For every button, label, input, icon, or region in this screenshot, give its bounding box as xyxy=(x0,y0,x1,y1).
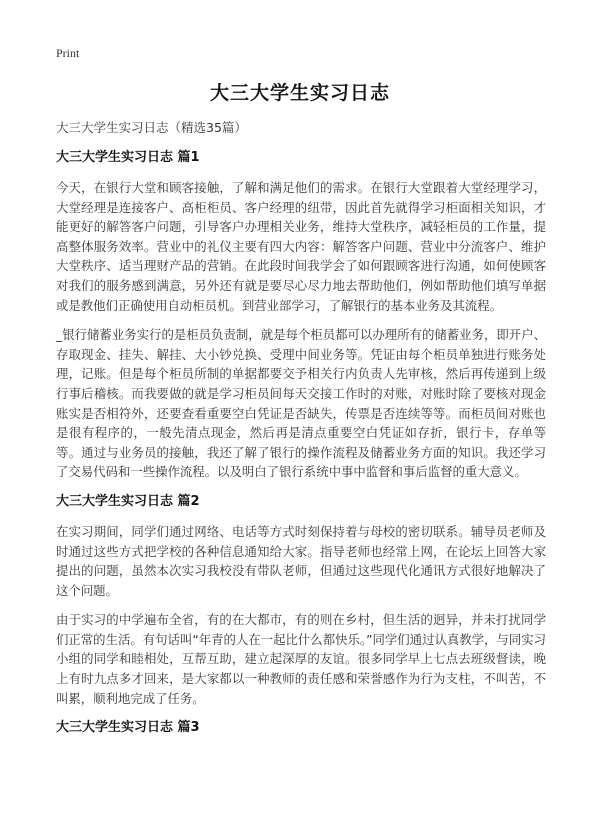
section-heading: 大三大学生实习日志 篇1 xyxy=(56,150,200,165)
print-link[interactable]: Print xyxy=(56,46,80,60)
document-body xyxy=(56,118,546,748)
paragraph: 在实习期间，同学们通过网络、电话等方式时刻保持着与母校的密切联系。辅导员老师及时通过这些方式把学校的各种信息通知给大家。指导老师也经常上网，在论坛上回答大家提出的问题，虽然本次实习我校没有带队老师，但通过这些现代化通讯方式很好地解决了这个问题。 xyxy=(56,523,546,598)
paragraph: _银行储蓄业务实行的是柜员负责制，就是每个柜员都可以办理所有的储蓄业务，即开户、存取现金、挂失、解挂、大小钞兑换、受理中间业务等。凭证由每个柜员单独进行账务处理，记账。但是每个柜员所制的单据都要交予相关行内负责人先审核，然后再传递到上级行事后稽核。而我要做的就是学习柜员间每天交接工作时的对账，对账时除了要核对现金账实是否相符外，还要查看重要空白凭证是否缺失，传票是否连续等等。而柜员间对账也是很有程序的，一般先清点现金，然后再是清点重要空白凭证如存折，银行卡，存单等等。通过与业务员的接触，我还了解了银行的操作流程及储蓄业务方面的知识。我还学习了交易代码和一些操作流程。以及明白了银行系统中事中监督和事后监督的重大意义。 xyxy=(56,327,546,480)
section-1 xyxy=(56,148,546,482)
document-subtitle: 大三大学生实习日志（精选35篇） xyxy=(56,120,247,135)
section-3 xyxy=(56,718,546,738)
section-2 xyxy=(56,492,546,708)
paragraph: 今天，在银行大堂和顾客接触，了解和满足他们的需求。在银行大堂跟着大堂经理学习，大堂经理是连接客户、高柜柜员、客户经理的纽带，因此首先就得学习柜面相关知识，才能更好的解答客户问题，引导客户办理相关业务，维持大堂秩序，减轻柜员的工作量，提高整体服务效率。营业中的礼仪主要有四大内容：解答客户问题、营业中分流客户、维护大堂秩序、适当理财产品的营销。在此段时间我学会了如何跟顾客进行沟通，如何使顾客对我们的服务感到满意，另外还有就是要尽心尽力地去帮助他们，例如帮助他们填写单据或是教他们正确使用自动柜员机。到营业部学习，了解银行的基本业务及其流程。 xyxy=(56,180,546,313)
section-heading: 大三大学生实习日志 篇3 xyxy=(56,720,200,736)
section-heading: 大三大学生实习日志 篇2 xyxy=(56,493,200,509)
paragraph: 由于实习的中学遍布全省，有的在大都市，有的则在乡村，但生活的迥异，并未打扰同学们正常的生活。有句话叫“年青的人在一起比什么都快乐。”同学们通过认真教学，与同实习小组的同学和睦相处，互帮互助，建立起深厚的友谊。很多同学早上七点去班级督读，晚上有时九点多才回来，是大家都以一种教师的责任感和荣誉感作为行为支柱，不叫苦，不叫累，顺利地完成了任务。 xyxy=(56,612,546,706)
document-title: 大三大学生实习日志 xyxy=(209,82,390,104)
